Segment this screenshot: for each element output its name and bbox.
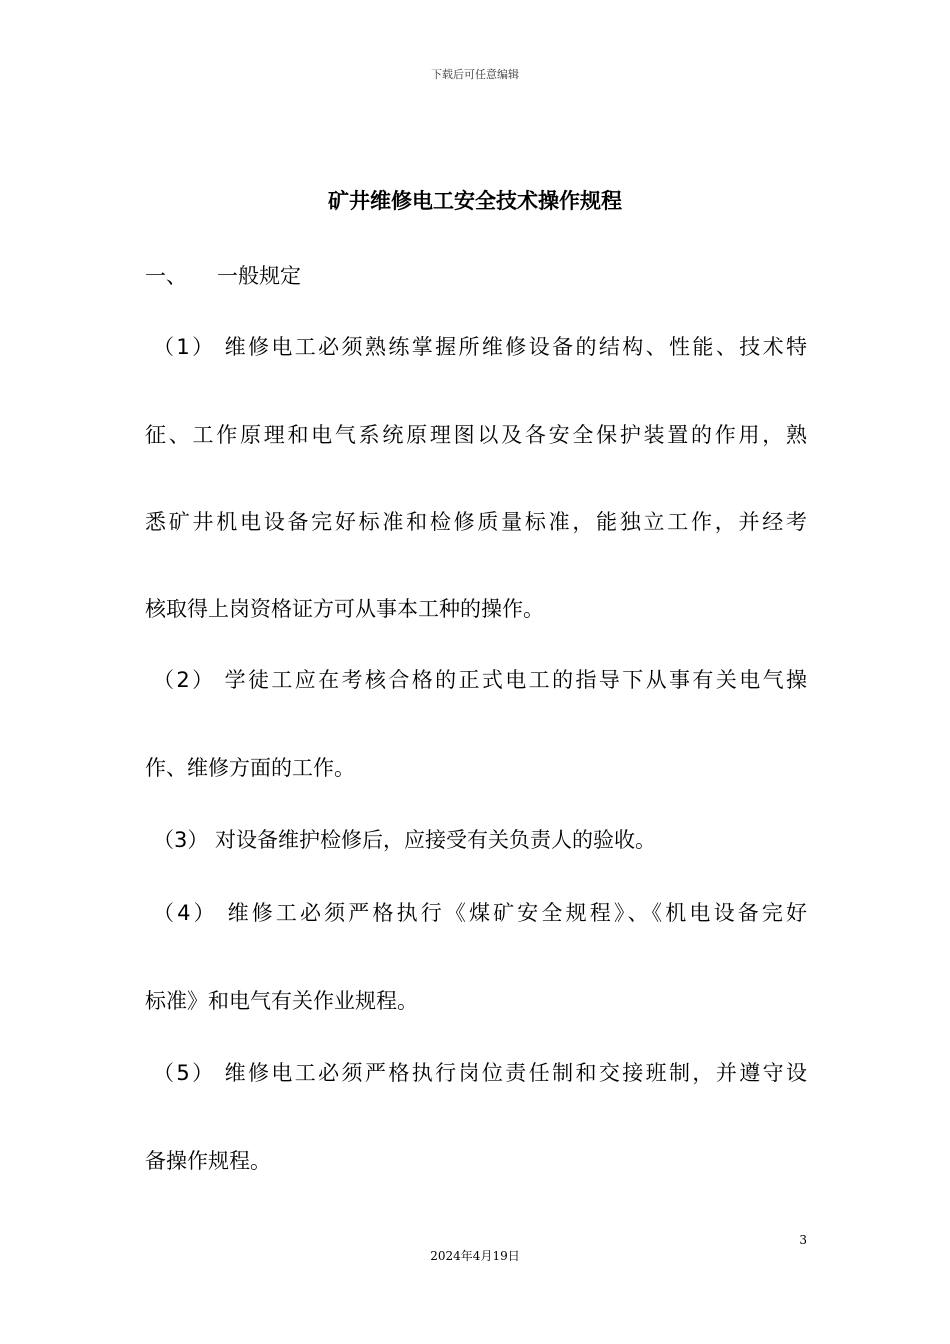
paragraph-line: （5） 维修电工必须严格执行岗位责任制和交接班制，并遵守设 [153,1061,807,1085]
paragraph-line: 备操作规程。 [145,1149,271,1173]
footer-date: 2024年4月19日 [430,1249,520,1263]
header-note: 下载后可任意编辑 [431,68,519,81]
section-number: 一、 [145,264,187,288]
paragraph-line: （1） 维修电工必须熟练掌握所维修设备的结构、性能、技术特 [153,335,807,359]
paragraph-line: 悉矿井机电设备完好标准和检修质量标准，能独立工作，并经考 [145,510,807,534]
paragraph-line: （2） 学徒工应在考核合格的正式电工的指导下从事有关电气操 [153,668,807,692]
page-number: 3 [799,1233,807,1247]
paragraph-line: 征、工作原理和电气系统原理图以及各安全保护装置的作用，熟 [145,423,807,447]
paragraph-line: （3） 对设备维护检修后，应接受有关负责人的验收。 [153,828,657,852]
paragraph-line: 作、维修方面的工作。 [145,756,355,780]
paragraph-line: 标准》和电气有关作业规程。 [145,989,418,1013]
document-title: 矿井维修电工安全技术操作规程 [328,189,622,213]
paragraph-line: 核取得上岗资格证方可从事本工种的操作。 [145,597,544,621]
section-heading [145,260,301,290]
section-title: 一般规定 [217,264,301,288]
paragraph-line: （4） 维修工必须严格执行《煤矿安全规程》、《机电设备完好 [153,901,807,925]
